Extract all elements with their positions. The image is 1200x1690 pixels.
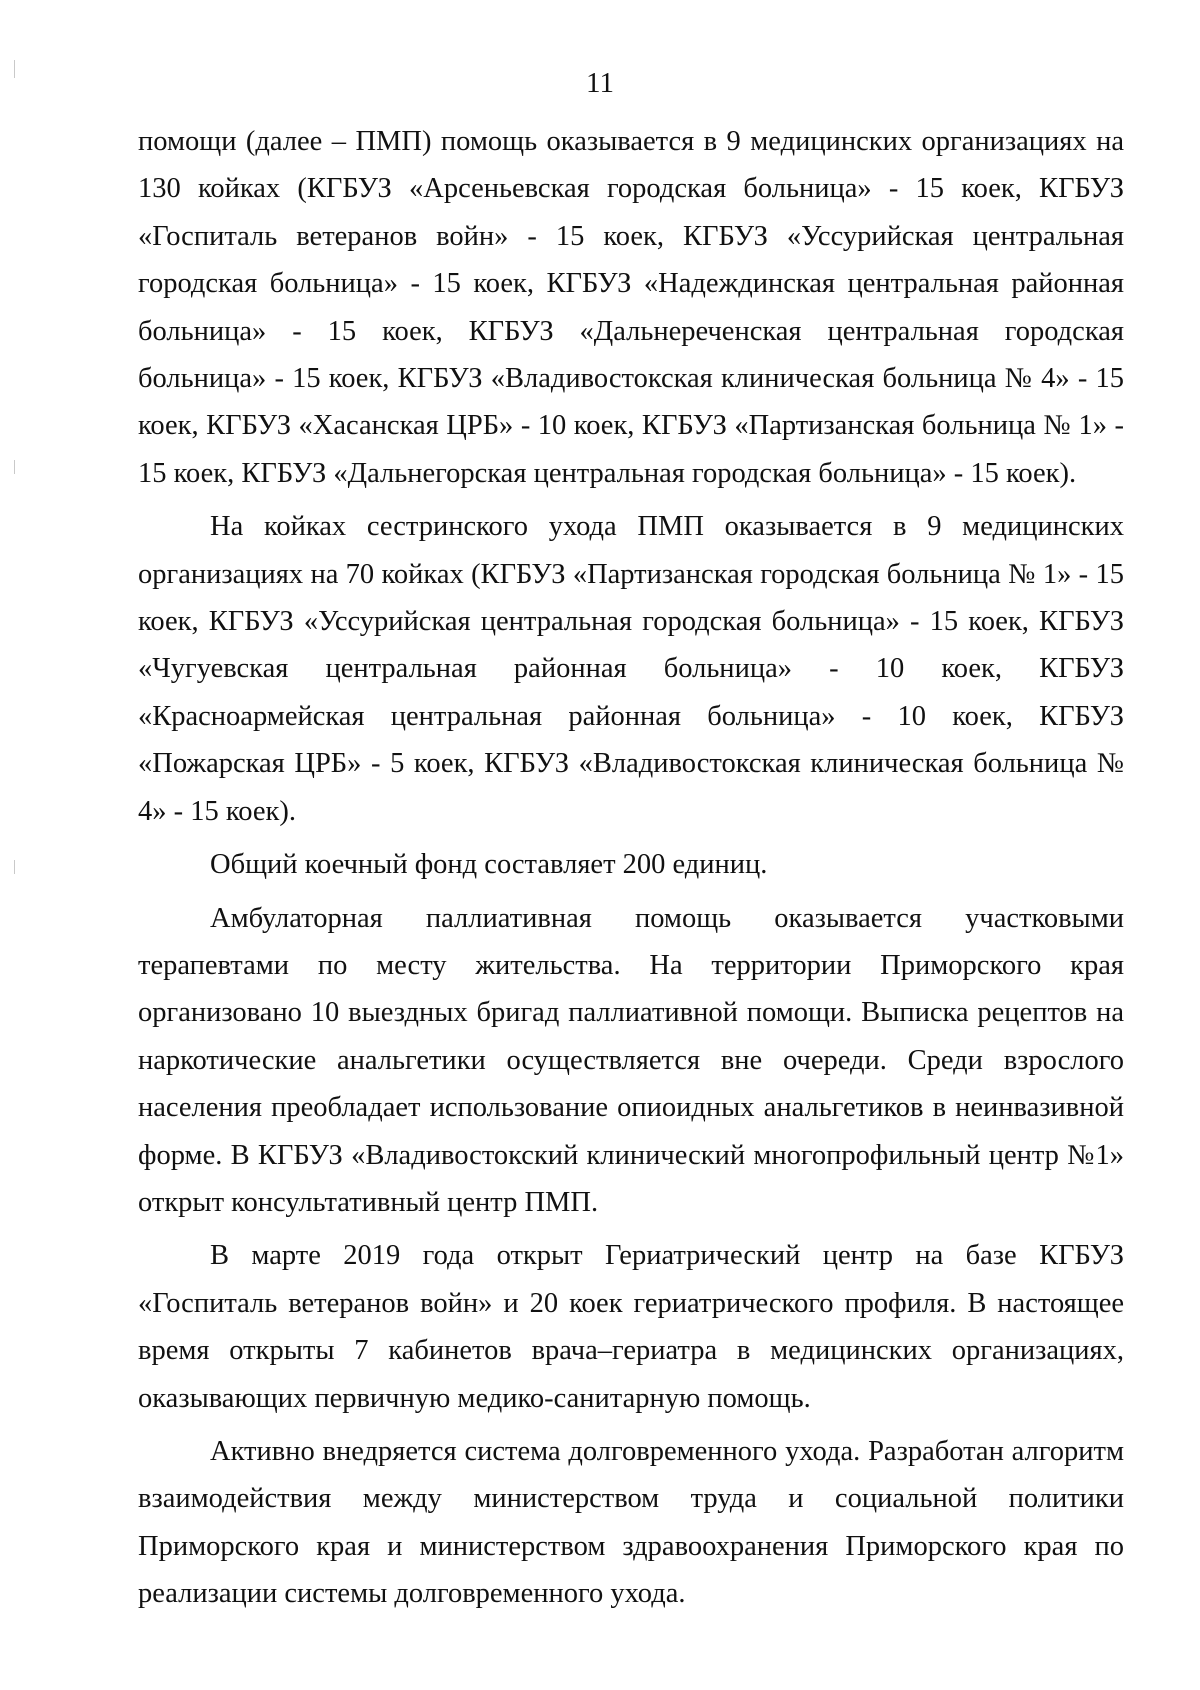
- paragraph-palliative-beds: помощи (далее – ПМП) помощь оказывается в 9 медицинских организациях на 130 койках (КГБУЗ «Арсеньевская городская больница» - 15 коек, КГБУЗ «Госпиталь ветеранов войн» - 15 коек, КГБУЗ «Уссурийская центральная городская больница» - 15 коек, КГБУЗ «Надеждинская центральная районная больница» - 15 коек, КГБУЗ «Дальнереченская центральная городская больница» - 15 коек, КГБУЗ «Владивостокская клиническая больница № 4» - 15 коек, КГБУЗ «Хасанская ЦРБ» - 10 коек, КГБУЗ «Партизанская больница № 1» - 15 коек, КГБУЗ «Дальнегорская центральная городская больница» - 15 коек).: [138, 126, 1124, 489]
- paragraph-geriatric-center: В марте 2019 года открыт Гериатрический центр на базе КГБУЗ «Госпиталь ветеранов войн» и 20 коек гериатрического профиля. В настоящее время открыты 7 кабинетов врача–гериатра в медицинских организациях, оказывающих первичную медико-санитарную помощь.: [138, 1240, 1124, 1414]
- scan-margin-mark: [14, 860, 15, 874]
- scan-margin-mark: [14, 460, 15, 474]
- paragraph-nursing-care-beds: На койках сестринского ухода ПМП оказывается в 9 медицинских организациях на 70 койках (КГБУЗ «Партизанская городская больница № 1» - 15 коек, КГБУЗ «Уссурийская центральная городская больница» - 15 коек, КГБУЗ «Чугуевская центральная районная больница» - 10 коек, КГБУЗ «Красноармейская центральная районная больница» - 10 коек, КГБУЗ «Пожарская ЦРБ» - 5 коек, КГБУЗ «Владивостокская клиническая больница № 4» - 15 коек).: [138, 511, 1124, 827]
- page-number: 11: [586, 67, 614, 99]
- paragraph-outpatient-care: Амбулаторная паллиативная помощь оказывается участковыми терапевтами по месту жительства. На территории Приморского края организовано 10 выездных бригад паллиативной помощи. Выписка рецептов на наркотические анальгетики осуществляется вне очереди. Среди взрослого населения преобладает использование опиоидных анальгетиков в неинвазивной форме. В КГБУЗ «Владивостокский клинический многопрофильный центр №1» открыт консультативный центр ПМП.: [138, 902, 1124, 1218]
- paragraph-long-term-care: Активно внедряется система долговременного ухода. Разработан алгоритм взаимодействия между министерством труда и социальной политики Приморского края и министерством здравоохранения Приморского края по реализации системы долговременного ухода.: [138, 1435, 1124, 1610]
- paragraph-total-bed-fund: Общий коечный фонд составляет 200 единиц.: [210, 849, 768, 881]
- document-body: [138, 118, 1124, 1618]
